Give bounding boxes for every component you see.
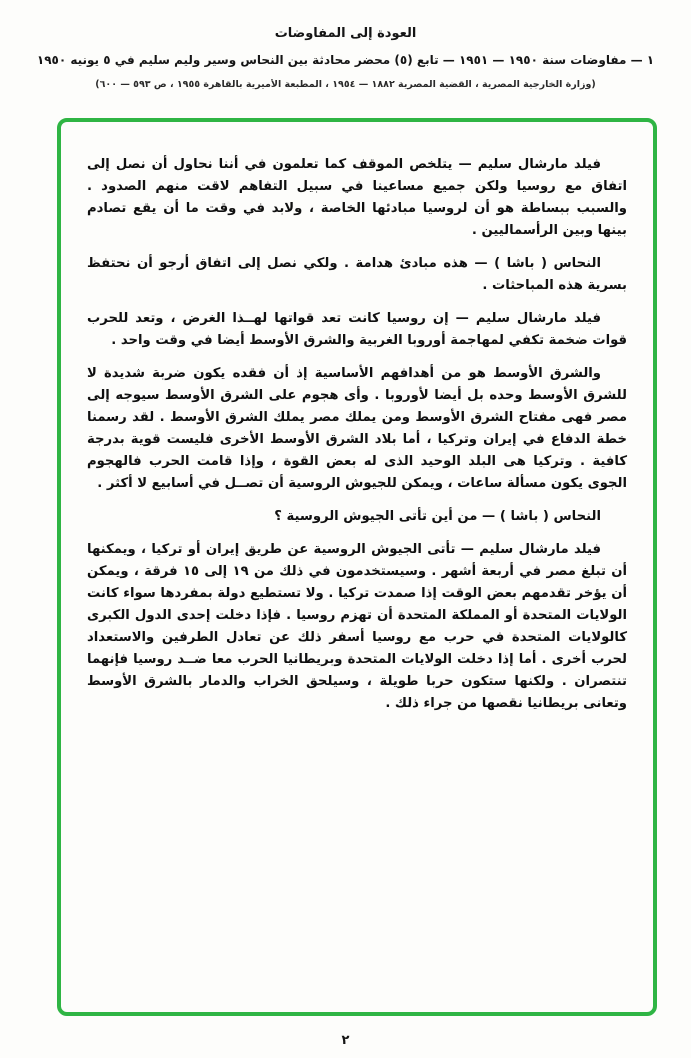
paragraph-nahhas-1: النحاس ( باشا ) — هذه مبادئ هدامة . ولكي نصل إلى اتفاق أرجو أن نحتفظ بسرية هذه المباحثات . xyxy=(87,256,627,293)
paragraph-slim-2: فيلد مارشال سليم — إن روسيا كانت تعد قواتها لهــذا الغرض ، وتعد للحرب قوات ضخمة تكفي لمهاجمة أوروبا الغربية والشرق الأوسط أيضا في وقت واحد . xyxy=(87,311,627,348)
paragraph-slim-1: فيلد مارشال سليم — يتلخص الموقف كما تعلمون في أننا نحاول أن نصل إلى اتفاق مع روسيا ولكن جميع مساعينا في سبيل التفاهم لاقت منهم الصدود . والسبب ببساطة هو أن لروسيا مبادئها الخاصة ، ولابد في وقت ما أن يقع تصادم بينها وبين الرأسماليين . xyxy=(87,157,627,238)
paragraph-slim-4: فيلد مارشال سليم — تأتى الجيوش الروسية عن طريق إيران أو تركيا ، ويمكنها أن تبلغ مصر في أربعة أشهر . وسيستخدمون في ذلك من ١٩ إلى ١٥ فرقة ، ويمكن أن يؤخر تقدمهم بعض الوقت إذا صمدت تركيا . ولا تستطيع دولة بمفردها سواء كانت الولايات المتحدة أو المملكة المتحدة أن تهزم روسيا . فإذا دخلت إحدى الدول الكبرى كالولايات المتحدة في حرب مع روسيا أسفر ذلك عن تعادل الطرفين والاستعداد لحرب أخرى . أما إذا دخلت الولايات المتحدة وبريطانيا الحرب معا ضــد روسيا فإنهما تنتصران . ولكنها ستكون حربا طويلة ، وسيلحق الخراب والدمار بالشرق الأوسط وتعانى بريطانيا نقصها من جراء ذلك . xyxy=(87,542,628,711)
paragraph-nahhas-2: النحاس ( باشا ) — من أين تأتى الجيوش الروسية ؟ xyxy=(274,509,601,524)
document-title: ١ — مفاوضات سنة ١٩٥٠ — ١٩٥١ — تابع (٥) محضر محادثة بين النحاس وسير وليم سليم في ٥ يونيه ١٩٥٠ xyxy=(36,53,655,67)
highlight-box xyxy=(57,118,657,1016)
document-body xyxy=(61,122,653,715)
paragraph-slim-3: والشرق الأوسط هو من أهدافهم الأساسية إذ أن فقده يكون ضربة شديدة لا للشرق الأوسط وحده بل أيضا لأوروبا . وأى هجوم على الشرق الأوسط سيوجه إلى مصر فهى مفتاح الشرق الأوسط ومن يملك مصر يملك الشرق الأوسط . لقد رسمنا خطة الدفاع في إيران وتركيا ، أما بلاد الشرق الأوسط الأخرى فليست قوية بدرجة كافية . وتركيا هى البلد الوحيد الذى له بعض القوة ، وإذا قامت الحرب فالهجوم الجوى يكون مسألة ساعات ، ويمكن للجيوش الروسية أن تصــل في أسابيع لا أكثر . xyxy=(87,366,627,491)
page-number: ٢ xyxy=(341,1033,350,1048)
document-source-citation: (وزارة الخارجية المصرية ، القضية المصرية ١٨٨٢ — ١٩٥٤ ، المطبعة الأميرية بالقاهرة ١٩٥٥ ، ص ٥٩٣ — ٦٠٠) xyxy=(95,79,596,90)
back-to-negotiations-link[interactable]: العودة إلى المفاوضات xyxy=(274,26,417,41)
